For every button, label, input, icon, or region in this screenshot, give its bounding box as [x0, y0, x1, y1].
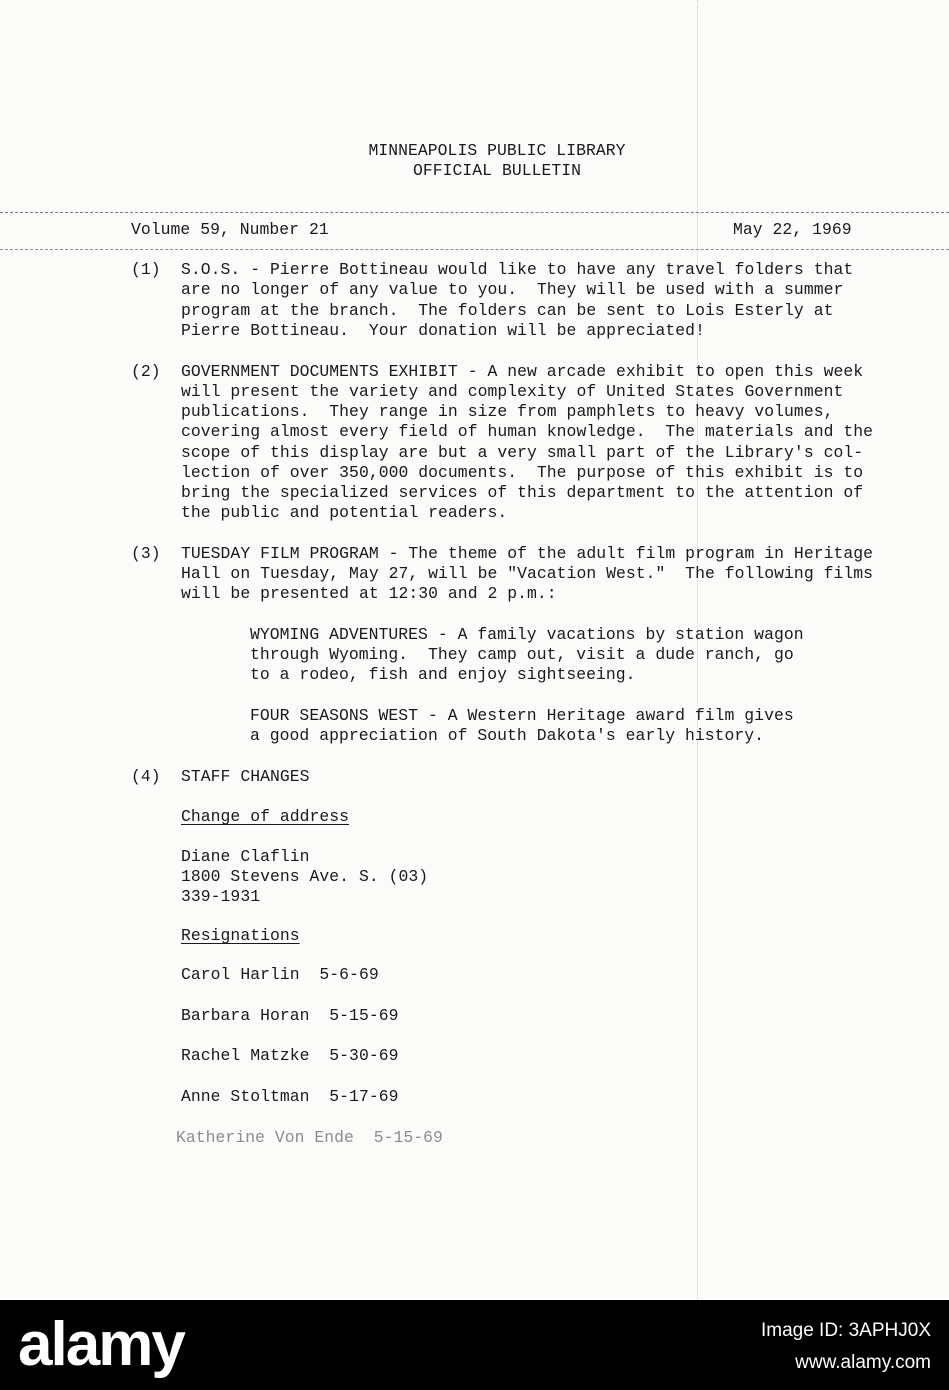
item-1-line: Pierre Bottineau. Your donation will be appreciated! — [181, 321, 705, 340]
item-2-line: lection of over 350,000 documents. The purpose of this exhibit is to — [181, 463, 864, 482]
item-3-line: Hall on Tuesday, May 27, will be "Vacation West." The following films — [181, 564, 874, 583]
film-line: through Wyoming. They camp out, visit a dude ranch, go — [250, 645, 794, 664]
header-rule-top — [0, 212, 949, 213]
resignation-entry: Anne Stoltman 5-17-69 — [181, 1087, 399, 1106]
item-number: (3) — [131, 544, 161, 563]
film-line: a good appreciation of South Dakota's early history. — [250, 726, 765, 745]
item-2-line: will present the variety and complexity of United States Government — [181, 382, 844, 401]
item-1-line: are no longer of any value to you. They will be used with a summer — [181, 280, 844, 299]
item-2-line: scope of this display are but a very small part of the Library's col- — [181, 443, 864, 462]
item-2-line: covering almost every field of human knowledge. The materials and the — [181, 422, 874, 441]
image-id: Image ID: 3APHJ0X — [760, 1320, 931, 1341]
address-line: Diane Claflin — [181, 847, 310, 866]
item-3-line: will be presented at 12:30 and 2 p.m.: — [181, 584, 557, 603]
stock-watermark-bar — [0, 1300, 949, 1390]
item-1-line: program at the branch. The folders can be sent to Lois Esterly at — [181, 301, 834, 320]
film-line: WYOMING ADVENTURES - A family vacations by station wagon — [250, 625, 804, 644]
item-2-line: GOVERNMENT DOCUMENTS EXHIBIT - A new arcade exhibit to open this week — [181, 362, 864, 381]
site-url: www.alamy.com — [795, 1352, 931, 1373]
header-rule-bottom — [0, 249, 949, 250]
volume-number: Volume 59, Number 21 — [131, 220, 329, 239]
item-number: (2) — [131, 362, 161, 381]
film-line: FOUR SEASONS WEST - A Western Heritage award film gives — [250, 706, 794, 725]
address-line: 339-1931 — [181, 887, 261, 906]
item-2-line: publications. They range in size from pamphlets to heavy volumes, — [181, 402, 834, 421]
item-1-line: S.O.S. - Pierre Bottineau would like to have any travel folders that — [181, 260, 854, 279]
staff-changes-heading: STAFF CHANGES — [181, 767, 310, 786]
resignation-entry: Barbara Horan 5-15-69 — [181, 1006, 399, 1025]
film-line: to a rodeo, fish and enjoy sightseeing. — [250, 665, 636, 684]
library-name: MINNEAPOLIS PUBLIC LIBRARY — [368, 141, 626, 160]
item-2-line: bring the specialized services of this department to the attention of — [181, 483, 864, 502]
resignations-heading: Resignations — [181, 926, 300, 945]
item-3-line: TUESDAY FILM PROGRAM - The theme of the adult film program in Heritage — [181, 544, 874, 563]
bulletin-title: OFFICIAL BULLETIN — [412, 161, 582, 180]
resignation-entry: Katherine Von Ende 5-15-69 — [176, 1128, 443, 1147]
item-2-line: the public and potential readers. — [181, 503, 508, 522]
resignation-entry: Carol Harlin 5-6-69 — [181, 965, 379, 984]
change-of-address-heading: Change of address — [181, 807, 350, 826]
address-line: 1800 Stevens Ave. S. (03) — [181, 867, 429, 886]
item-number: (1) — [131, 260, 161, 279]
alamy-logo: alamy — [18, 1310, 184, 1379]
issue-date: May 22, 1969 — [733, 220, 852, 239]
item-number: (4) — [131, 767, 161, 786]
resignation-entry: Rachel Matzke 5-30-69 — [181, 1046, 399, 1065]
